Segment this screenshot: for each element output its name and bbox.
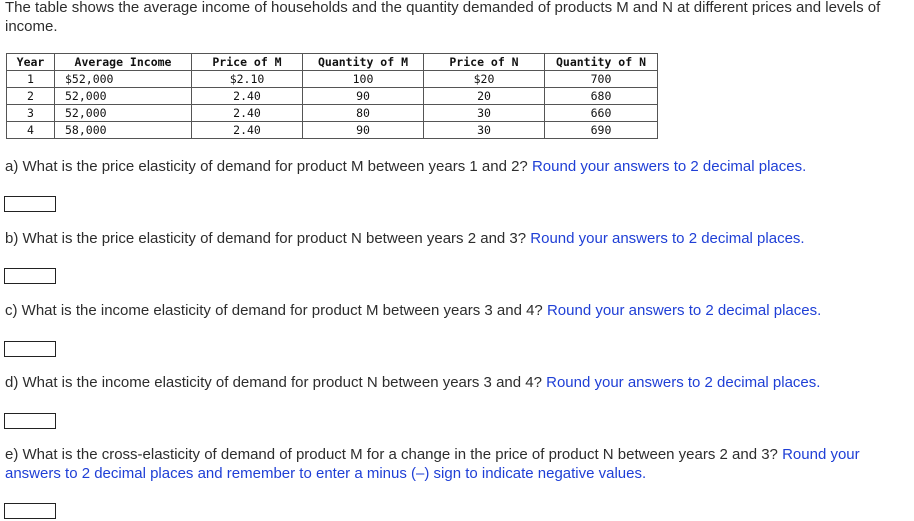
table-cell: 30 [424, 122, 545, 139]
answer-input-a[interactable] [4, 196, 56, 212]
table-cell: 4 [7, 122, 55, 139]
table-cell: $2.10 [192, 71, 303, 88]
question-e [5, 445, 910, 483]
table-cell: 2.40 [192, 88, 303, 105]
rounding-hint: Round your answers to 2 decimal places. [546, 302, 822, 319]
table-cell: 30 [424, 105, 545, 122]
answer-input-e[interactable] [4, 503, 56, 519]
table-row [7, 88, 658, 105]
table-cell: 52,000 [55, 88, 192, 105]
answer-input-b[interactable] [4, 268, 56, 284]
problem-intro: The table shows the average income of households and the quantity demanded of products M and N at different prices and levels of income. [5, 0, 881, 35]
column-header: Year [7, 54, 55, 71]
table-row [7, 105, 658, 122]
question-text: d) What is the income elasticity of demand for product N between years 3 and 4? [5, 374, 542, 391]
question-text: e) What is the cross-elasticity of demand of product M for a change in the price of product N between years 2 and 3? [5, 446, 778, 463]
data-table [6, 53, 658, 139]
question-d [5, 373, 910, 392]
table-cell: 1 [7, 71, 55, 88]
answer-input-c[interactable] [4, 341, 56, 357]
table-cell: $52,000 [55, 71, 192, 88]
table-cell: 20 [424, 88, 545, 105]
table-cell: 58,000 [55, 122, 192, 139]
answer-input-d[interactable] [4, 413, 56, 429]
question-text: b) What is the price elasticity of demand for product N between years 2 and 3? [5, 230, 527, 247]
table-cell: 90 [303, 88, 424, 105]
table-cell: 660 [545, 105, 658, 122]
rounding-hint: Round your answers to 2 decimal places. [546, 374, 821, 391]
question-c [5, 301, 910, 320]
table-cell: 80 [303, 105, 424, 122]
rounding-hint: Round your answers to 2 decimal places. [530, 230, 805, 247]
table-cell: 690 [545, 122, 658, 139]
table-cell: 2 [7, 88, 55, 105]
column-header: Average Income [55, 54, 192, 71]
table-cell: 52,000 [55, 105, 192, 122]
question-a [5, 157, 910, 176]
question-text: a) What is the price elasticity of demand for product M between years 1 and 2? [5, 158, 528, 175]
column-header: Price of M [192, 54, 303, 71]
table-cell: 2.40 [192, 105, 303, 122]
column-header: Price of N [424, 54, 545, 71]
rounding-hint: Round your answers to 2 decimal places and remember to enter a minus (–) sign to indicate negative values. [5, 446, 860, 482]
question-text: c) What is the income elasticity of demand for product M between years 3 and 4? [5, 302, 543, 319]
table-row [7, 122, 658, 139]
column-header: Quantity of N [545, 54, 658, 71]
table-cell: 700 [545, 71, 658, 88]
table-cell: 680 [545, 88, 658, 105]
question-b [5, 229, 910, 248]
column-header: Quantity of M [303, 54, 424, 71]
table-cell: 90 [303, 122, 424, 139]
table-cell: 3 [7, 105, 55, 122]
rounding-hint: Round your answers to 2 decimal places. [531, 158, 807, 175]
table-cell: 100 [303, 71, 424, 88]
table-cell: $20 [424, 71, 545, 88]
table-cell: 2.40 [192, 122, 303, 139]
table-header-row [7, 54, 658, 71]
table-row [7, 71, 658, 88]
